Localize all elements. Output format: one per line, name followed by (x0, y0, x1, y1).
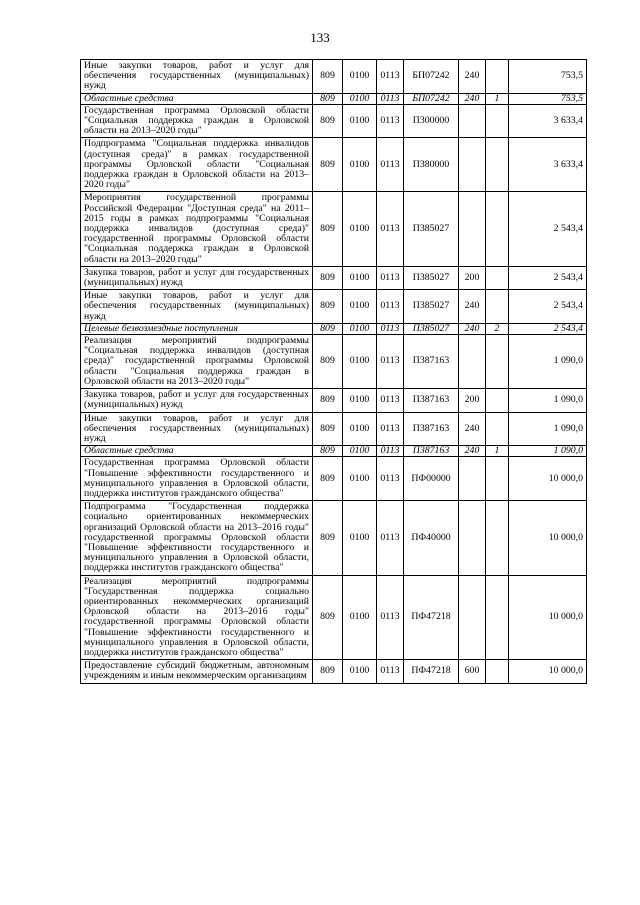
section-code-cell: 0100 (343, 60, 377, 94)
target-article-cell: ПФ40000 (404, 501, 459, 575)
amount-cell: 10 000,0 (509, 457, 587, 501)
section-code-cell: 0100 (343, 290, 377, 324)
funding-source-row (81, 323, 587, 334)
amount-cell: 10 000,0 (509, 501, 587, 575)
expense-type-cell (459, 575, 486, 660)
admin-code-cell: 809 (313, 104, 343, 138)
funding-source-cell (486, 412, 509, 446)
amount-cell: 753,5 (509, 93, 587, 104)
section-code-cell: 0100 (343, 323, 377, 334)
row-name-cell: Реализация мероприятий подпрограммы "Социальная поддержка инвалидов (доступная среда)" государственной программы Орловской области "Социальная поддержка граждан в Орловской области на 2013–2020 годы" (81, 335, 313, 389)
admin-code-cell: 809 (313, 660, 343, 683)
subsection-code-cell: 0113 (377, 501, 404, 575)
amount-cell: 2 543,4 (509, 290, 587, 324)
section-code-cell: 0100 (343, 335, 377, 389)
row-name-cell: Государственная программа Орловской области "Повышение эффективности государственного и муниципального управления в Орловской области, поддержка институтов гражданского общества" (81, 457, 313, 501)
target-article-cell: П300000 (404, 104, 459, 138)
funding-source-cell: 1 (486, 446, 509, 457)
admin-code-cell: 809 (313, 575, 343, 660)
expense-type-cell (459, 192, 486, 266)
funding-source-cell (486, 660, 509, 683)
funding-source-row (81, 93, 587, 104)
subsection-code-cell: 0113 (377, 104, 404, 138)
expense-type-cell (459, 457, 486, 501)
admin-code-cell: 809 (313, 446, 343, 457)
admin-code-cell: 809 (313, 323, 343, 334)
amount-cell: 1 090,0 (509, 446, 587, 457)
section-code-cell: 0100 (343, 138, 377, 192)
table-row (81, 660, 587, 683)
funding-source-cell (486, 501, 509, 575)
expense-type-cell (459, 138, 486, 192)
table-row (81, 575, 587, 660)
funding-source-cell (486, 104, 509, 138)
target-article-cell: П385027 (404, 290, 459, 324)
budget-table (80, 59, 587, 684)
target-article-cell: П385027 (404, 266, 459, 289)
table-row (81, 457, 587, 501)
budget-table-body (81, 60, 587, 684)
row-name-cell: Областные средства (81, 93, 313, 104)
table-row (81, 290, 587, 324)
row-name-cell: Областные средства (81, 446, 313, 457)
funding-source-row (81, 446, 587, 457)
funding-source-cell (486, 290, 509, 324)
table-row (81, 192, 587, 266)
table-row (81, 266, 587, 289)
target-article-cell: П387163 (404, 335, 459, 389)
subsection-code-cell: 0113 (377, 138, 404, 192)
subsection-code-cell: 0113 (377, 192, 404, 266)
expense-type-cell (459, 501, 486, 575)
admin-code-cell: 809 (313, 93, 343, 104)
row-name-cell: Подпрограмма "Государственная поддержка социально ориентированных некоммерческих организаций Орловской области на 2013–2016 годы" государственной программы Орловской области "Повышение эффективности государственного и муниципального управления в Орловской области, поддержка институтов гражданского общества" (81, 501, 313, 575)
admin-code-cell: 809 (313, 290, 343, 324)
subsection-code-cell: 0113 (377, 93, 404, 104)
admin-code-cell: 809 (313, 60, 343, 94)
row-name-cell: Предоставление субсидий бюджетным, автономным учреждениям и иным некоммерческим организациям (81, 660, 313, 683)
section-code-cell: 0100 (343, 93, 377, 104)
subsection-code-cell: 0113 (377, 323, 404, 334)
funding-source-cell (486, 457, 509, 501)
expense-type-cell: 240 (459, 93, 486, 104)
funding-source-cell (486, 192, 509, 266)
row-name-cell: Реализация мероприятий подпрограммы "Государственная поддержка социально ориентированных некоммерческих организаций Орловской области на 2013–2016 годы" государственной программы Орловской области "Повышение эффективности государственного и муниципального управления в Орловской области, поддержка институтов гражданского общества" (81, 575, 313, 660)
section-code-cell: 0100 (343, 104, 377, 138)
target-article-cell: ПФ47218 (404, 575, 459, 660)
section-code-cell: 0100 (343, 575, 377, 660)
section-code-cell: 0100 (343, 412, 377, 446)
row-name-cell: Иные закупки товаров, работ и услуг для обеспечения государственных (муниципальных) нужд (81, 412, 313, 446)
funding-source-cell (486, 389, 509, 412)
section-code-cell: 0100 (343, 501, 377, 575)
amount-cell: 3 633,4 (509, 138, 587, 192)
funding-source-cell: 2 (486, 323, 509, 334)
admin-code-cell: 809 (313, 412, 343, 446)
expense-type-cell (459, 104, 486, 138)
table-row (81, 389, 587, 412)
row-name-cell: Иные закупки товаров, работ и услуг для обеспечения государственных (муниципальных) нужд (81, 290, 313, 324)
expense-type-cell (459, 335, 486, 389)
target-article-cell: П387163 (404, 446, 459, 457)
section-code-cell: 0100 (343, 446, 377, 457)
funding-source-cell (486, 60, 509, 94)
amount-cell: 2 543,4 (509, 323, 587, 334)
amount-cell: 753,5 (509, 60, 587, 94)
funding-source-cell (486, 575, 509, 660)
admin-code-cell: 809 (313, 389, 343, 412)
funding-source-cell (486, 138, 509, 192)
row-name-cell: Государственная программа Орловской области "Социальная поддержка граждан в Орловской области на 2013–2020 годы" (81, 104, 313, 138)
row-name-cell: Иные закупки товаров, работ и услуг для обеспечения государственных (муниципальных) нужд (81, 60, 313, 94)
subsection-code-cell: 0113 (377, 335, 404, 389)
subsection-code-cell: 0113 (377, 660, 404, 683)
section-code-cell: 0100 (343, 266, 377, 289)
expense-type-cell: 240 (459, 290, 486, 324)
row-name-cell: Мероприятия государственной программы Российской Федерации "Доступная среда" на 2011–2015 годы в рамках подпрограммы "Социальная поддержка инвалидов (доступная среда)" государственной программы Орловской области "Социальная поддержка граждан в Орловской области на 2013–2020 годы" (81, 192, 313, 266)
table-row (81, 501, 587, 575)
expense-type-cell: 600 (459, 660, 486, 683)
expense-type-cell: 240 (459, 60, 486, 94)
admin-code-cell: 809 (313, 138, 343, 192)
funding-source-cell (486, 335, 509, 389)
amount-cell: 2 543,4 (509, 266, 587, 289)
section-code-cell: 0100 (343, 660, 377, 683)
subsection-code-cell: 0113 (377, 446, 404, 457)
admin-code-cell: 809 (313, 457, 343, 501)
row-name-cell: Целевые безвозмездные поступления (81, 323, 313, 334)
expense-type-cell: 240 (459, 446, 486, 457)
section-code-cell: 0100 (343, 457, 377, 501)
amount-cell: 3 633,4 (509, 104, 587, 138)
admin-code-cell: 809 (313, 335, 343, 389)
section-code-cell: 0100 (343, 192, 377, 266)
amount-cell: 1 090,0 (509, 335, 587, 389)
amount-cell: 1 090,0 (509, 389, 587, 412)
target-article-cell: П387163 (404, 412, 459, 446)
amount-cell: 1 090,0 (509, 412, 587, 446)
admin-code-cell: 809 (313, 501, 343, 575)
table-row (81, 60, 587, 94)
admin-code-cell: 809 (313, 192, 343, 266)
target-article-cell: БП07242 (404, 93, 459, 104)
admin-code-cell: 809 (313, 266, 343, 289)
subsection-code-cell: 0113 (377, 290, 404, 324)
target-article-cell: БП07242 (404, 60, 459, 94)
subsection-code-cell: 0113 (377, 412, 404, 446)
subsection-code-cell: 0113 (377, 389, 404, 412)
amount-cell: 10 000,0 (509, 575, 587, 660)
table-row (81, 412, 587, 446)
funding-source-cell (486, 266, 509, 289)
row-name-cell: Подпрограмма "Социальная поддержка инвалидов (доступная среда)" в рамках государственной программы Орловской области "Социальная поддержка граждан в Орловской области на 2013–2020 годы" (81, 138, 313, 192)
expense-type-cell: 240 (459, 412, 486, 446)
funding-source-cell: 1 (486, 93, 509, 104)
amount-cell: 10 000,0 (509, 660, 587, 683)
subsection-code-cell: 0113 (377, 575, 404, 660)
subsection-code-cell: 0113 (377, 60, 404, 94)
row-name-cell: Закупка товаров, работ и услуг для государственных (муниципальных) нужд (81, 389, 313, 412)
section-code-cell: 0100 (343, 389, 377, 412)
expense-type-cell: 200 (459, 266, 486, 289)
row-name-cell: Закупка товаров, работ и услуг для государственных (муниципальных) нужд (81, 266, 313, 289)
amount-cell: 2 543,4 (509, 192, 587, 266)
target-article-cell: ПФ47218 (404, 660, 459, 683)
expense-type-cell: 240 (459, 323, 486, 334)
target-article-cell: П380000 (404, 138, 459, 192)
subsection-code-cell: 0113 (377, 457, 404, 501)
target-article-cell: П385027 (404, 192, 459, 266)
target-article-cell: П387163 (404, 389, 459, 412)
page-number: 133 (310, 30, 330, 45)
table-row (81, 104, 587, 138)
table-row (81, 138, 587, 192)
table-row (81, 335, 587, 389)
target-article-cell: П385027 (404, 323, 459, 334)
target-article-cell: ПФ00000 (404, 457, 459, 501)
expense-type-cell: 200 (459, 389, 486, 412)
subsection-code-cell: 0113 (377, 266, 404, 289)
